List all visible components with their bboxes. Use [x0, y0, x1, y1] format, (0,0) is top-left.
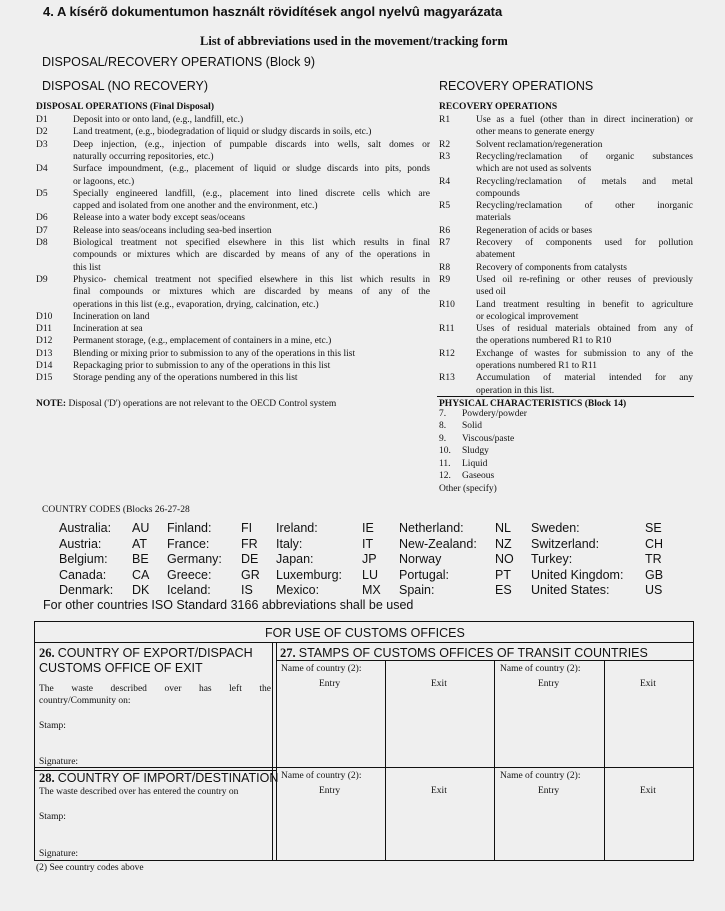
- country-name: Ireland:: [276, 521, 318, 535]
- column-divider: [272, 642, 273, 860]
- operation-code: D1: [36, 115, 48, 125]
- country-name: Turkey:: [531, 552, 573, 566]
- physical-item-label: Liquid: [462, 458, 488, 469]
- table-border: [34, 642, 694, 643]
- operation-description: final compounds or mixtures which are discarded by means of any of the: [73, 287, 430, 298]
- operation-description: Regeneration of acids or bases: [476, 225, 593, 236]
- operation-description: operations numbered R1 to R11: [476, 361, 598, 371]
- physical-item-label: Sludgy: [462, 446, 489, 457]
- operation-description: Land treatment, (e.g., biodegradation of liquid or sludgy discards in soils, etc.): [73, 127, 372, 138]
- operation-description: used oil: [476, 287, 506, 298]
- operation-description: which are not used as solvents: [476, 164, 592, 175]
- physical-item-number: 12.: [439, 471, 451, 481]
- block-26-text-line2: country/Community on:: [39, 696, 131, 706]
- country-code: LU: [362, 567, 378, 582]
- transit-country-label: Name of country (2):: [500, 664, 581, 674]
- country-name: Iceland:: [167, 583, 211, 597]
- country-name: Sweden:: [531, 521, 580, 535]
- operation-code: D13: [36, 348, 53, 359]
- physical-item-label: Viscous/paste: [462, 433, 515, 444]
- physical-item-number: 11.: [439, 458, 451, 469]
- operation-code: R1: [439, 115, 451, 125]
- country-code: JP: [362, 552, 377, 566]
- operation-code: D9: [36, 274, 48, 285]
- physical-item-number: 7.: [439, 409, 447, 419]
- transit-entry-label: Entry: [538, 679, 560, 689]
- disposal-column-title: DISPOSAL (NO RECOVERY): [42, 79, 209, 93]
- operation-code: R6: [439, 225, 451, 236]
- operation-code: R3: [439, 151, 451, 162]
- country-code: CA: [132, 567, 150, 582]
- operation-description: Blending or mixing prior to submission to any of the operations in this list: [73, 348, 356, 359]
- operation-code: D3: [36, 139, 48, 150]
- operation-description: Physico- chemical treatment not specified elsewhere in this list which results in: [73, 274, 430, 285]
- operation-description: Recycling/reclamation of metals and metal: [476, 176, 693, 187]
- country-name: Spain:: [399, 583, 435, 597]
- country-name: Denmark:: [59, 583, 114, 597]
- operation-description: Recycling/reclamation of organic substances: [476, 151, 693, 162]
- country-name: United States:: [531, 583, 610, 597]
- physical-item-label: Gaseous: [462, 471, 495, 481]
- country-name: New-Zealand:: [399, 536, 477, 551]
- operation-description: Recovery of components from catalysts: [476, 262, 627, 273]
- row-divider: [34, 767, 693, 768]
- operation-description: Accumulation of material intended for any: [476, 373, 693, 384]
- country-code: IT: [362, 536, 374, 551]
- country-code: FR: [241, 536, 258, 551]
- table-footnote: (2) See country codes above: [36, 863, 144, 873]
- operation-code: D4: [36, 164, 48, 175]
- operation-code: R7: [439, 238, 451, 248]
- table-border-top: [34, 621, 694, 622]
- operation-description: Deep injection, (e.g., injection of pumpable discards into wells, salt domes or: [73, 139, 430, 150]
- operation-description: Specially engineered landfill, (e.g., placement into lined discrete cells which are: [73, 188, 430, 199]
- country-name: Austria:: [59, 536, 102, 551]
- operation-description: Recovery of components used for pollution: [476, 238, 693, 248]
- transit-exit-label: Exit: [640, 679, 656, 689]
- block-28-stamp-label: Stamp:: [39, 812, 66, 822]
- operation-description: Use as a fuel (other than in direct incineration) or: [476, 115, 693, 125]
- block-26-signature-label: Signature:: [39, 757, 79, 767]
- operation-description: or lagoons, etc.): [73, 176, 135, 187]
- operation-description: abatement: [476, 250, 516, 261]
- operation-description: Repackaging prior to submission to any of the operations in this list: [73, 361, 331, 371]
- block-28-title: 28. COUNTRY OF IMPORT/DESTINATION: [39, 771, 279, 785]
- block-27-title: 27. STAMPS OF CUSTOMS OFFICES OF TRANSIT COUNTRIES: [280, 646, 648, 660]
- transit-exit-label: Exit: [431, 679, 447, 689]
- operation-code: D11: [36, 324, 53, 335]
- transit-entry-label: Entry: [319, 786, 341, 796]
- transit-entry-label: Entry: [538, 786, 560, 796]
- operation-description: naturally occurring repositories, etc.): [73, 151, 214, 162]
- block-26-title: 26. COUNTRY OF EXPORT/DISPACH: [39, 646, 253, 660]
- country-name: Mexico:: [276, 583, 320, 597]
- transit-exit-label: Exit: [640, 786, 656, 796]
- column-divider: [494, 660, 495, 860]
- country-name: Japan:: [276, 552, 314, 566]
- operation-code: D5: [36, 188, 48, 199]
- block-26-subtitle: CUSTOMS OFFICE OF EXIT: [39, 661, 203, 675]
- operation-description: compounds: [476, 188, 520, 199]
- operation-code: D14: [36, 361, 53, 371]
- form-title: List of abbreviations used in the movement/tracking form: [200, 34, 508, 48]
- operation-description: Land treatment resulting in benefit to agriculture: [476, 299, 693, 310]
- physical-item-number: 9.: [439, 433, 447, 444]
- country-name: Luxemburg:: [276, 567, 343, 582]
- operation-description: Deposit into or onto land, (e.g., landfill, etc.): [73, 115, 244, 125]
- operation-description: Incineration at sea: [73, 324, 143, 335]
- operation-code: D15: [36, 373, 53, 384]
- column-divider: [385, 660, 386, 860]
- operation-code: R2: [439, 139, 451, 150]
- country-code: SE: [645, 521, 662, 535]
- table-border-left: [34, 621, 35, 861]
- physical-item-label: Solid: [462, 421, 483, 432]
- country-code: CH: [645, 536, 664, 551]
- operation-description: Release into seas/oceans including sea-bed insertion: [73, 225, 272, 236]
- country-codes-heading: COUNTRY CODES (Blocks 26-27-28: [42, 505, 190, 515]
- country-code: NO: [495, 552, 514, 566]
- country-codes-footnote: For other countries ISO Standard 3166 abbreviations shall be used: [43, 598, 414, 612]
- operation-description: other means to generate energy: [476, 127, 595, 138]
- country-name: Canada:: [59, 567, 107, 582]
- operation-description: Exchange of wastes for submission to any of the: [476, 348, 693, 359]
- operation-description: capped and isolated from one another and the environment, etc.): [73, 201, 318, 212]
- operation-description: operations in this list (e.g., evaporation, drying, calcination, etc.): [73, 299, 319, 310]
- physical-item-other: Other (specify): [439, 484, 497, 495]
- operation-description: Permanent storage, (e.g., emplacement of containers in a mine, etc.): [73, 336, 332, 347]
- operation-code: R12: [439, 348, 455, 359]
- country-code: MX: [362, 583, 381, 597]
- operation-code: D2: [36, 127, 48, 138]
- country-name: Finland:: [167, 521, 212, 535]
- country-name: Italy:: [276, 536, 303, 551]
- block-9-title: DISPOSAL/RECOVERY OPERATIONS (Block 9): [42, 55, 315, 69]
- operation-description: Biological treatment not specified elsewhere in this list which results in final: [73, 238, 430, 248]
- section-heading: 4. A kísérõ dokumentumon használt rövidítések angol nyelvû magyarázata: [43, 4, 503, 19]
- operation-description: Solvent reclamation/regeneration: [476, 139, 603, 150]
- operation-description: Used oil re-refining or other reuses of previously: [476, 274, 693, 285]
- operation-description: Surface impoundment, (e.g., placement of liquid or sludge discards into pits, ponds: [73, 164, 430, 175]
- country-name: Switzerland:: [531, 536, 600, 551]
- operation-code: R10: [439, 299, 455, 310]
- operation-description: this list: [73, 262, 101, 273]
- country-name: France:: [167, 536, 210, 551]
- country-code: ES: [495, 583, 512, 597]
- physical-item-number: 8.: [439, 421, 447, 432]
- operation-code: D10: [36, 311, 53, 322]
- country-name: Belgium:: [59, 552, 108, 566]
- operation-description: the operations numbered R1 to R10: [476, 336, 612, 347]
- country-name: Germany:: [167, 552, 222, 566]
- country-code: GR: [241, 567, 260, 582]
- operation-code: R9: [439, 274, 451, 285]
- operation-description: operation in this list.: [476, 385, 555, 396]
- transit-country-label: Name of country (2):: [281, 771, 362, 781]
- country-name: Norway: [399, 552, 442, 566]
- column-divider: [276, 642, 277, 860]
- transit-entry-label: Entry: [319, 679, 341, 689]
- country-code: AU: [132, 521, 150, 535]
- country-name: Greece:: [167, 567, 212, 582]
- operation-code: R5: [439, 201, 451, 212]
- operation-description: Uses of residual materials obtained from any of: [476, 324, 693, 335]
- operation-description: Recycling/reclamation of other inorganic: [476, 201, 693, 212]
- recovery-column-title: RECOVERY OPERATIONS: [439, 79, 594, 93]
- country-code: AT: [132, 536, 148, 551]
- note-text: Disposal ('D') operations are not relevant to the OECD Control system: [68, 399, 337, 409]
- disposal-operations-heading: DISPOSAL OPERATIONS (Final Disposal): [36, 102, 214, 112]
- operation-code: R13: [439, 373, 455, 384]
- country-name: Portugal:: [399, 567, 450, 582]
- note-label: NOTE:: [36, 399, 67, 409]
- operation-code: D8: [36, 238, 48, 248]
- block-26-text-line1: The waste described over has left the: [39, 684, 271, 694]
- operation-code: D12: [36, 336, 53, 347]
- block-28-text: The waste described over has entered the country on: [39, 787, 239, 797]
- operation-description: or ecological improvement: [476, 311, 579, 322]
- block-26-stamp-label: Stamp:: [39, 721, 66, 731]
- operation-code: R11: [439, 324, 455, 335]
- country-code: IS: [241, 583, 253, 597]
- operation-description: compounds or mixtures which are discarded by means of any of the operations in: [73, 250, 430, 261]
- country-code: FI: [241, 521, 253, 535]
- transit-country-label: Name of country (2):: [281, 664, 362, 674]
- country-code: US: [645, 583, 663, 597]
- recovery-operations-heading: RECOVERY OPERATIONS: [439, 102, 558, 112]
- operation-description: materials: [476, 213, 511, 224]
- physical-characteristics-heading: PHYSICAL CHARACTERISTICS (Block 14): [439, 399, 627, 409]
- country-code: DK: [132, 583, 150, 597]
- operation-description: Release into a water body except seas/oceans: [73, 213, 245, 224]
- country-name: Netherland:: [399, 521, 464, 535]
- table-border-right: [693, 621, 694, 861]
- country-code: DE: [241, 552, 259, 566]
- block-28-signature-label: Signature:: [39, 849, 79, 859]
- operation-code: R8: [439, 262, 451, 273]
- country-code: BE: [132, 552, 149, 566]
- transit-country-label: Name of country (2):: [500, 771, 581, 781]
- country-name: Australia:: [59, 521, 112, 535]
- country-name: United Kingdom:: [531, 567, 624, 582]
- operation-description: Incineration on land: [73, 311, 150, 322]
- physical-item-number: 10.: [439, 446, 451, 457]
- physical-item-label: Powdery/powder: [462, 409, 527, 419]
- country-code: PT: [495, 567, 511, 582]
- disposal-note: [36, 398, 336, 410]
- country-code: IE: [362, 521, 374, 535]
- operation-description: Storage pending any of the operations numbered in this list: [73, 373, 298, 384]
- country-code: NL: [495, 521, 511, 535]
- operation-code: R4: [439, 176, 451, 187]
- operation-code: D6: [36, 213, 48, 224]
- column-divider: [604, 660, 605, 860]
- customs-table-title: FOR USE OF CUSTOMS OFFICES: [265, 626, 465, 640]
- country-code: TR: [645, 552, 662, 566]
- transit-exit-label: Exit: [431, 786, 447, 796]
- country-code: GB: [645, 567, 664, 582]
- table-border-bottom: [34, 860, 694, 861]
- country-code: NZ: [495, 536, 512, 551]
- operation-code: D7: [36, 225, 48, 236]
